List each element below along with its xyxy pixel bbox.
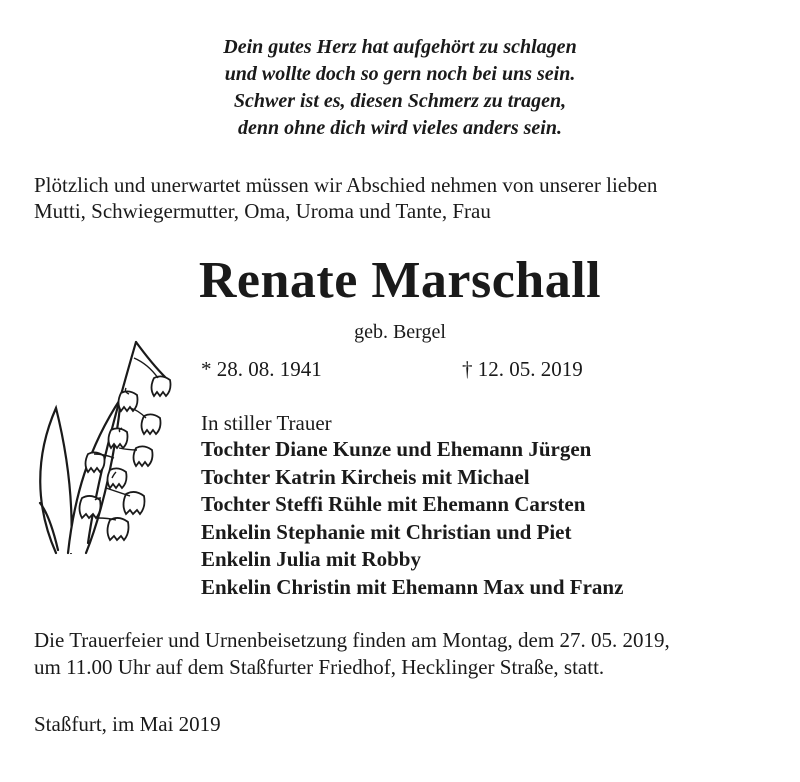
mourner-entry: Enkelin Stephanie mit Christian und Piet <box>201 519 572 544</box>
funeral-line: Die Trauerfeier und Urnenbeisetzung finden am Montag, dem 27. 05. 2019, <box>34 628 670 652</box>
mourner-entry: Tochter Steffi Rühle mit Ehemann Carsten <box>201 492 586 516</box>
death-date: † 12. 05. 2019 <box>462 357 583 381</box>
birth-date: * 28. 08. 1941 <box>201 357 322 381</box>
funeral-notice <box>34 627 774 681</box>
poem-line: Schwer ist es, diesen Schmerz zu tragen, <box>233 90 567 112</box>
poem-line: und wollte doch so gern noch bei uns sein. <box>224 63 576 85</box>
intro-line: Mutti, Schwiegermutter, Oma, Uroma und Tante, Frau <box>34 199 491 223</box>
intro-line: Plötzlich und unerwartet müssen wir Abschied nehmen von unserer lieben <box>34 173 658 197</box>
mourner-entry: Enkelin Julia mit Robby <box>201 547 421 571</box>
intro-text <box>34 172 774 224</box>
mourning-intro: In stiller Trauer <box>201 411 332 435</box>
lily-of-the-valley-icon <box>26 338 186 558</box>
deceased-name: Renate Marschall <box>198 252 602 309</box>
poem-line: Dein gutes Herz hat aufgehört zu schlagen <box>223 36 577 58</box>
place-and-date: Staßfurt, im Mai 2019 <box>34 712 221 736</box>
maiden-name: geb. Bergel <box>354 321 446 343</box>
poem-line: denn ohne dich wird vieles anders sein. <box>238 117 562 139</box>
poem <box>0 34 800 142</box>
mourner-entry: Tochter Diane Kunze und Ehemann Jürgen <box>201 437 592 461</box>
mourners-list <box>201 436 623 601</box>
mourner-entry: Enkelin Christin mit Ehemann Max und Franz <box>201 574 624 599</box>
mourner-entry: Tochter Katrin Kircheis mit Michael <box>201 464 530 489</box>
funeral-line: um 11.00 Uhr auf dem Staßfurter Friedhof, Hecklinger Straße, statt. <box>34 655 605 679</box>
